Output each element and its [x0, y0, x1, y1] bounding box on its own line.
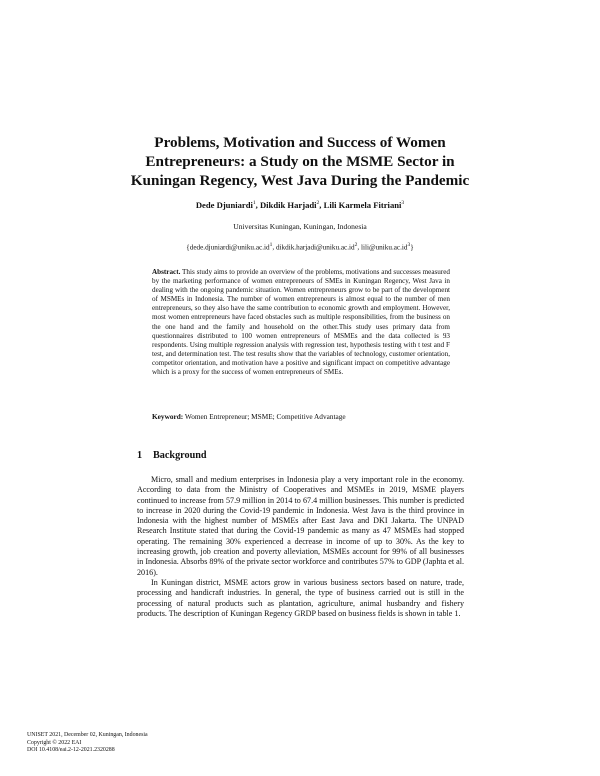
- body-paragraph: Micro, small and medium enterprises in Indonesia play a very important role in the economy. According to data from the Ministry of Cooperatives and MSMEs in 2019, MSME players continued to increase from 57.9 million in 2014 to 67.4 million businesses. This number is predicted to increase in 2020 during the Covid-19 pandemic in Indonesia. West Java is the third province in Indonesia with the highest number of MSMEs after East Java and DKI Jakarta. The UNPAD Research Institute stated that during the Covid-19 pandemic as many as 47 MSMEs had stopped operating. The remaining 30% experienced a decrease in income of up to 30%. As the key to increasing growth, job creation and poverty alleviation, MSMEs account for 99% of all businesses in Indonesia. Absorbs 89% of the private sector workforce and contributes 57% to GDP (Japhta et al. 2016).: [137, 475, 464, 577]
- author-email: , dikdik.harjadi@uniku.ac.id: [272, 243, 355, 252]
- title-line: Problems, Motivation and Success of Women: [154, 134, 446, 151]
- section-number: 1: [137, 450, 143, 461]
- title-line: Entrepreneurs: a Study on the MSME Sector in: [145, 153, 455, 170]
- title-line: Kuningan Regency, West Java During the Pandemic: [130, 172, 470, 189]
- author-email: , lili@uniku.ac.id: [357, 243, 408, 252]
- section-heading: [137, 449, 207, 462]
- abstract-text: This study aims to provide an overview of the problems, motivations and successes measured by the marketing performance of women entrepreneurs of SMEs in Kuningan Regency, West Java in dealing with the ongoing pandemic situation. Women entrepreneurs grow to be part of the development of MSMEs in Indonesia. The number of women entrepreneurs is almost equal to the number of men entrepreneurs, so they also have the same contribution to economic growth and employment. However, most women entrepreneurs have faced obstacles such as multiple responsibilities, from the business on the one hand and the family and household on the other.This study uses primary data from questionnaires distributed to 100 women entrepreneurs of MSMEs and the data collected is 93 respondents. Using multiple regression analysis with regression test, hypothesis testing with t test and F test, and determination test. The test results show that the variables of technology, customer orientation, competitor orientation, and motivation have a positive and significant impact on competitive advantage which is a proxy for the success of women entrepreneurs of SMEs.: [152, 268, 450, 377]
- email-mark: 2: [354, 242, 358, 248]
- paper-title: [90, 133, 510, 190]
- section-title: Background: [153, 450, 207, 461]
- body-paragraph: In Kuningan district, MSME actors grow in various business sectors based on nature, trade, processing and handicraft industries. In general, the type of business carried out is still in the processing of natural products such as plantation, agriculture, animal husbandry and fishery products. The description of Kuningan Regency GRDP based on business fields is shown in table 1.: [137, 577, 464, 618]
- page-footer: [27, 732, 148, 755]
- keywords: [152, 412, 450, 422]
- keywords-label: Keyword:: [152, 412, 184, 421]
- email-brace: {: [186, 243, 190, 252]
- email-mark: 1: [269, 242, 273, 248]
- abstract: [152, 268, 450, 377]
- author-list: [90, 198, 510, 211]
- author-name: Dikdik Harjadi: [259, 199, 317, 210]
- abstract-label: Abstract.: [152, 268, 181, 276]
- author-name: Lili Karmela Fitriani: [323, 199, 402, 210]
- keywords-text: Women Entrepreneur; MSME; Competitive Advantage: [183, 412, 346, 421]
- affiliation: Universitas Kuningan, Kuningan, Indonesia: [233, 222, 367, 231]
- author-email: dede.djuniardi@uniku.ac.id: [189, 243, 270, 252]
- author-affiliation-mark: 2: [316, 200, 320, 206]
- author-separator: ,: [255, 199, 260, 210]
- copyright-line: Copyright © 2022 EAI: [27, 739, 82, 746]
- author-name: Dede Djuniardi: [195, 199, 253, 210]
- section-body: [137, 475, 464, 619]
- email-mark: 3: [407, 242, 411, 248]
- doi-line: DOI 10.4108/eai.2-12-2021.2320288: [27, 747, 115, 754]
- author-separator: ,: [319, 199, 324, 210]
- conference-line: UNISET 2021, December 02, Kuningan, Indonesia: [27, 732, 148, 738]
- email-list: [90, 240, 510, 252]
- author-affiliation-mark: 1: [252, 200, 256, 206]
- author-affiliation-mark: 3: [401, 200, 405, 206]
- email-brace: }: [410, 243, 414, 252]
